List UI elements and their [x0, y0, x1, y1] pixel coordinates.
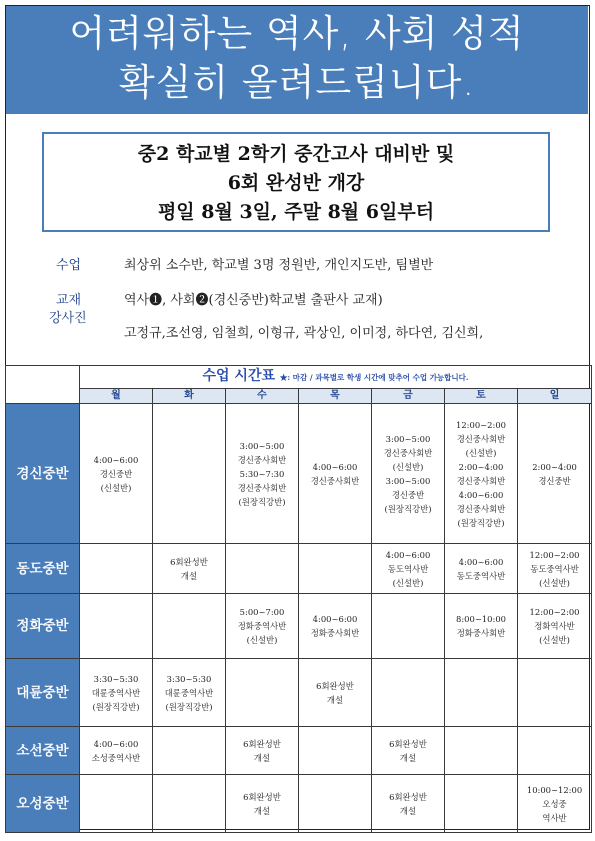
schedule-cell [80, 544, 153, 594]
schedule-cell-line: 12:00~2:00 [529, 549, 580, 560]
schedule-cell [518, 404, 592, 544]
schedule-cell-line: 경신중사회반 [456, 433, 506, 444]
schedule-cell-line: 3:00~5:00 [239, 440, 285, 451]
schedule-cell [518, 775, 592, 833]
schedule-cell [445, 775, 518, 833]
schedule-cell-line: 6회완성반 [389, 791, 427, 802]
schedule-cell [153, 775, 226, 833]
schedule-cell-line: 경신중사회반 [237, 454, 287, 465]
schedule-cell-line: 4:00~6:00 [458, 556, 504, 567]
schedule-cell-line: 4:00~6:00 [312, 614, 358, 624]
schedule-cell-line: 경신중사회반 [237, 482, 287, 493]
schedule-cell [80, 727, 153, 775]
schedule-cell [299, 775, 372, 833]
day-header: 토 [445, 389, 518, 404]
schedule-cell [372, 544, 445, 594]
schedule-cell-line: 동도역사반 [387, 563, 429, 574]
schedule-cell-line: 12:00~2:00 [456, 419, 506, 430]
schedule-cell-line: 6회완성반 [389, 738, 427, 749]
schedule-cell-line: 개설 [399, 805, 417, 816]
schedule-cell-line: 개설 [253, 752, 271, 763]
schedule-cell-line: 6회완성반 [316, 680, 354, 691]
schedule-cell [226, 775, 299, 833]
schedule-cell-line: 4:00~6:00 [458, 489, 504, 500]
course-notice-box [42, 132, 550, 232]
schedule-cell-line: 3:00~5:00 [385, 475, 431, 486]
schedule-cell-line: 4:00~6:00 [312, 461, 358, 472]
schedule-cell-line: 경신중사회반 [456, 475, 506, 486]
schedule-cell [153, 727, 226, 775]
school-name: 오성중반 [6, 775, 80, 833]
schedule-row [6, 594, 592, 659]
notice-line-2: 6회 완성반 개강 [227, 172, 365, 194]
schedule-cell [226, 659, 299, 727]
schedule-cell-line: 2:00~4:00 [458, 461, 504, 472]
schedule-table-wrapper [5, 365, 591, 825]
schedule-cell-line: 6회완성반 [170, 556, 208, 567]
schedule-cell-line: (원장직강반) [92, 701, 140, 712]
schedule-cell-line: 소성중역사반 [91, 752, 141, 763]
book-label: 교재 [56, 293, 82, 308]
schedule-cell-line: 10:00~12:00 [526, 784, 583, 795]
notice-line-1: 중2 학교별 2학기 중간고사 대비반 및 [137, 143, 455, 165]
schedule-row [6, 659, 592, 727]
schedule-cell-line: 경신중사회반 [383, 447, 433, 458]
schedule-cell [299, 594, 372, 659]
schedule-cell [299, 659, 372, 727]
schedule-cell-line: (원장직강반) [238, 496, 286, 507]
schedule-cell-line: 동도중역사반 [456, 570, 506, 581]
schedule-cell [299, 404, 372, 544]
schedule-table [5, 365, 592, 833]
day-header: 일 [518, 389, 592, 404]
book-value: 역사❶, 사회❷(경신중반)학교별 출판사 교재) [124, 293, 383, 308]
schedule-cell-line: 2:00~4:00 [532, 461, 577, 472]
schedule-cell-line: 경신중사회반 [310, 475, 360, 486]
schedule-days-row [6, 389, 592, 404]
schedule-cell-line: 5:00~7:00 [239, 607, 285, 617]
schedule-cell-line: (원장직강반) [457, 517, 505, 528]
schedule-row [6, 775, 592, 833]
schedule-cell-line: (신설반) [392, 461, 424, 472]
schedule-cell [153, 544, 226, 594]
schedule-cell-line: 6회완성반 [243, 791, 281, 802]
schedule-cell [153, 659, 226, 727]
schedule-cell [80, 659, 153, 727]
teacher-label: 강사진 [49, 311, 87, 326]
schedule-cell-line: 경신중반 [99, 468, 133, 479]
schedule-cell-line: (신설반) [465, 447, 497, 458]
schedule-cell [372, 404, 445, 544]
schedule-cell [445, 659, 518, 727]
headline-line-1: 어려워하는 역사, 사회 성적 [69, 12, 525, 55]
schedule-cell [299, 544, 372, 594]
schedule-cell-line: 4:00~6:00 [93, 454, 139, 465]
schedule-cell-line: 정화중사회반 [310, 628, 360, 638]
schedule-cell [226, 404, 299, 544]
schedule-cell-line: 경신중사회반 [456, 503, 506, 514]
info-row-teacher [6, 322, 588, 342]
schedule-cell [80, 404, 153, 544]
schedule-cell [518, 544, 592, 594]
schedule-cell-line: 동도중역사반 [530, 563, 579, 574]
teacher-value: 고정규,조선영, 임철희, 이형규, 곽상인, 이미정, 하다연, 김신희, [124, 326, 484, 341]
schedule-cell-line: 경신중반 [538, 475, 571, 486]
schedule-cell-line: 4:00~6:00 [93, 738, 139, 749]
schedule-cell [445, 594, 518, 659]
day-header: 화 [153, 389, 226, 404]
schedule-cell-line: 8:00~10:00 [456, 614, 506, 624]
schedule-cell-line: 대륜중역사반 [91, 687, 141, 698]
schedule-cell-line: 5:30~7:30 [239, 468, 285, 479]
schedule-cell [80, 775, 153, 833]
schedule-title-text: 수업 시간표 [202, 368, 275, 384]
schedule-cell-line: 정화중사회반 [456, 628, 506, 638]
schedule-cell [226, 544, 299, 594]
schedule-cell [518, 727, 592, 775]
schedule-cell-line: (원장직강반) [384, 503, 432, 514]
schedule-cell [226, 594, 299, 659]
schedule-cell-line: (신설반) [246, 635, 278, 645]
schedule-cell [299, 727, 372, 775]
schedule-cell [445, 727, 518, 775]
schedule-cell-line: 대륜중역사반 [164, 687, 214, 698]
schedule-cell-line: 역사반 [542, 812, 567, 823]
class-label: 수업 [56, 258, 82, 273]
schedule-cell-line: 개설 [180, 570, 198, 581]
notice-line-3: 평일 8월 3일, 주말 8월 6일부터 [157, 201, 435, 223]
day-header: 수 [226, 389, 299, 404]
day-header: 금 [372, 389, 445, 404]
schedule-cell-line: 경신중반 [391, 489, 425, 500]
schedule-cell-line: 오성중 [542, 798, 567, 809]
info-row-book [6, 289, 588, 309]
schedule-cell [226, 727, 299, 775]
schedule-cell-line: 개설 [399, 752, 417, 763]
schedule-cell-line: 정화중역사반 [237, 621, 287, 631]
school-name: 경신중반 [6, 404, 80, 544]
schedule-cell-line: 12:00~2:00 [529, 607, 580, 617]
schedule-title [80, 366, 592, 389]
schedule-cell-line: (신설반) [539, 577, 570, 588]
schedule-cell [80, 594, 153, 659]
school-name: 대륜중반 [6, 659, 80, 727]
school-name: 소선중반 [6, 727, 80, 775]
schedule-cell [445, 404, 518, 544]
schedule-row [6, 544, 592, 594]
schedule-cell-line: (원장직강반) [165, 701, 213, 712]
schedule-cell-line: 6회완성반 [243, 738, 281, 749]
schedule-cell [372, 775, 445, 833]
schedule-cell [518, 594, 592, 659]
day-header: 월 [80, 389, 153, 404]
schedule-row [6, 404, 592, 544]
schedule-cell-line: 개설 [326, 694, 344, 705]
headline-line-2: 확실히 올려드립니다. [118, 61, 476, 104]
schedule-title-row [6, 366, 592, 389]
schedule-cell [372, 594, 445, 659]
school-name: 동도중반 [6, 544, 80, 594]
info-row-class [6, 254, 588, 274]
schedule-cell-line: 정화역사반 [534, 621, 575, 631]
schedule-cell [372, 727, 445, 775]
class-value: 최상위 소수반, 학교별 3명 정원반, 개인지도반, 팀별반 [124, 258, 434, 273]
schedule-cell [153, 594, 226, 659]
schedule-cell-line: 4:00~6:00 [385, 549, 431, 560]
schedule-cell-line: (신설반) [539, 635, 570, 645]
day-header: 목 [299, 389, 372, 404]
schedule-note: ★: 마감 / 과목별로 학생 시간에 맞추어 수업 가능합니다. [279, 373, 469, 382]
schedule-corner [6, 366, 80, 404]
schedule-cell-line: 3:00~5:00 [385, 433, 431, 444]
schedule-cell-line: 3:30~5:30 [93, 673, 139, 684]
schedule-cell [153, 404, 226, 544]
schedule-cell-line: (신설반) [100, 482, 132, 493]
headline-banner [6, 6, 588, 114]
schedule-cell [445, 544, 518, 594]
school-name: 정화중반 [6, 594, 80, 659]
schedule-cell [372, 659, 445, 727]
schedule-cell [518, 659, 592, 727]
schedule-cell-line: 3:30~5:30 [166, 673, 212, 684]
schedule-row [6, 727, 592, 775]
schedule-cell-line: 개설 [253, 805, 271, 816]
schedule-cell-line: (신설반) [392, 577, 424, 588]
